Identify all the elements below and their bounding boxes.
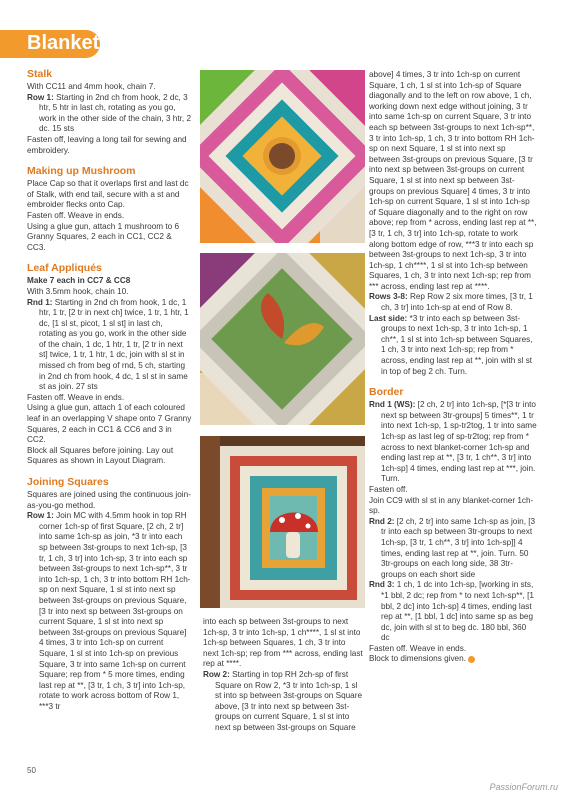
leaf-rnd1 [27,298,192,393]
border-rnd2-text: [2 ch, 2 tr] into same 1ch-sp as join, [3 tr into each sp between 3tr-groups to next 1ch-sp, [3 tr, 1 ch**, 3 tr] into 1ch-sp]] 4 times, ending last rep at **, join. Turn. 50 3tr-groups on each long side, 38 3tr-groups on each short side [381,516,536,579]
last-side-label: Last side: [369,313,408,323]
stalk-row1-label: Row 1: [27,92,54,102]
border-rnd1-text: [2 ch, 2 tr] into 1ch-sp, [*[3 tr into next sp between 3tr-groups] 5 times**, 1 tr into next 1ch-sp, 1 sp-tr2tog, 1 tr into same 1ch-sp as last leg of sp-tr2tog; rep from * across to next blanket-corner 1ch-sp and ending last rep at **, [3 tr, 1 ch**, 3 tr] into 1ch-sp] 4 times, ending last rep at ***, join. Turn. [381,400,537,484]
leaf-granny-square-photo [200,253,365,425]
stalk-row1 [27,93,192,135]
stalk-heading: Stalk [27,68,53,80]
leaf-p1: With 3.5mm hook, chain 10. [27,286,129,296]
mushroom-granny-square-photo [200,436,365,608]
page-title-tab [0,30,100,58]
joining-row1 [27,511,192,712]
border-rnd1-label: Rnd 1 (WS): [369,400,416,410]
leaf-rnd1-text: Starting in 2nd ch from hook, 1 dc, 1 htr, 1 tr, [2 tr in next ch] twice, 1 tr, 1 htr, 1 dc, [1 sl st, picot, 1 sl st] in last ch, rotating as you go, work in the other side of the chain, 1 dc, 1 htr, 1 tr, [2 tr in next st] twice, 1 tr, 1 htr, 1 dc, join with sl st in missed ch from beg of rnd, 5 ch, starting in 2nd ch from hook, 4 dc, 1 sl st in same st as join. 27 sts [39,297,189,392]
middle-row2 [203,670,363,734]
leaf-make: Make 7 each in CC7 & CC8 [27,276,131,286]
column-middle [203,617,363,734]
right-p1: above] 4 times, 3 tr into 1ch-sp on current Square, 1 ch, 1 sl st into 1ch-sp of Square diagonally and to the left on row above, 1 ch, working down next edge without joining, 3 tr into same 1ch-sp on current Square, 3 tr into each sp between 3st-groups to next 1ch-sp**, 3 tr into 1ch-sp, 1 ch, 3 tr into bottom RH 1ch-sp on next Square, 1 sl st into next sp between 3st-groups on previous Square, [3 tr into next sp between 3st-groups on current Square, 1 sl st into next sp between 3st-groups on previous Square] 4 times, 3 tr into 1ch-sp on current Square, 1 sl st into 1ch-sp of Square diagonally and to the right on row above; rep from * across, ending last rep at **, [3 tr, 1 ch, 3 tr] into 1ch-sp, rotate to work along bottom edge of row, ***3 tr into each sp between 3st-groups to next 1ch-sp, 3 tr into 1ch-sp, 1 ch****, 1 sl st into 1ch-sp between Squares, 1 ch, 3 tr into next 1ch-sp; rep from *** across, ending last rep at ****. [369,70,537,291]
mushroom-p1: Place Cap so that it overlaps first and last dc of Stalk, with end tail, secure with a st and embroider flecks onto Cap. [27,179,189,210]
page-number: 50 [27,766,36,775]
border-join: Join CC9 with sl st in any blanket-corner 1ch-sp. [369,495,534,516]
joining-heading: Joining Squares [27,476,109,488]
rows-3-8 [369,292,537,313]
leaf-p2: Fasten off. Weave in ends. [27,392,125,402]
stalk-intro: With CC11 and 4mm hook, chain 7. [27,82,156,91]
joining-row1-label: Row 1: [27,511,54,521]
middle-row2-label: Row 2: [203,669,230,679]
middle-p1: into each sp between 3st-groups to next 1ch-sp, 3 tr into 1ch-sp, 1 ch****, 1 sl st into 1ch-sp between Squares, 1 ch, 3 tr into next 1ch-sp; rep from *** across, ending last rep at ****. [203,617,363,669]
border-fasten-2: Fasten off. Weave in ends. [369,643,467,653]
leaf-heading: Leaf Appliqués [27,262,102,275]
last-side-text: *3 tr into each sp between 3st-groups to next 1ch-sp, 3 tr into 1ch-sp, 1 ch**, 1 sl st into 1ch-sp between Squares, 1 ch, 3 tr into next 1ch-sp; rep from * across, ending last rep at **, join with sl st in top of beg 2 ch. Turn. [381,313,533,376]
border-block-text: Block to dimensions given. [369,654,466,664]
stalk-row1-text: Starting in 2nd ch from hook, 2 dc, 3 htr, 5 htr in last ch, rotating as you go, work in the other side of the chain, 3 htr, 2 dc. 15 sts [39,92,192,134]
sunflower-granny-square-photo [200,70,365,243]
border-rnd3-text: 1 ch, 1 dc into 1ch-sp, [working in sts, *1 bbl, 2 dc; rep from * to next 1ch-sp**, [1 bbl, 2 dc] into 1ch-sp] 4 times, ending last rep at **, [1 bbl, 1 dc] into same sp as beg dc, join with sl st to beg dc. 180 bbl, 360 dc [381,580,534,643]
border-heading: Border [369,386,404,399]
end-marker-icon [468,656,475,663]
stalk-fasten: Fasten off, leaving a long tail for sewing and embroidery. [27,134,187,155]
leaf-p4: Block all Squares before joining. Lay out Squares as shown in Layout Diagram. [27,445,174,466]
leaf-rnd1-label: Rnd 1: [27,297,53,307]
border-fasten: Fasten off. [369,484,408,494]
column-right [369,70,537,665]
column-left [27,68,192,712]
watermark-text: PassionForum.ru [489,782,558,792]
middle-row2-text: Starting in top RH 2ch-sp of first Square on Row 2, *3 tr into 1ch-sp, 1 sl st into sp between 3st-groups on Square above, [3 tr into next sp between 3st-groups on current Square, 1 sl st into next sp between 3st-groups on Square [215,669,363,732]
border-rnd3-label: Rnd 3: [369,580,395,590]
mushroom-p3: Using a glue gun, attach 1 mushroom to 6 Granny Squares, 2 each in CC1, CC2 & CC3. [27,221,180,252]
rows-3-8-text: Rep Row 2 six more times, [3 tr, 1 ch, 3 tr] into 1ch-sp at end of Row 8. [381,292,533,313]
border-rnd1 [369,400,537,485]
border-rnd2 [369,517,537,581]
border-rnd3 [369,580,537,644]
last-side [369,314,537,378]
page-title: Blanket [27,32,100,54]
rows-3-8-label: Rows 3-8: [369,292,408,302]
border-rnd2-label: Rnd 2: [369,516,395,526]
mushroom-p2: Fasten off. Weave in ends. [27,210,125,220]
joining-p1: Squares are joined using the continuous join-as-you-go method. [27,490,191,510]
mushroom-heading: Making up Mushroom [27,165,136,178]
border-block [369,654,537,665]
joining-row1-text: Join MC with 4.5mm hook in top RH corner 1ch-sp of first Square, [2 ch, 2 tr] into same 1ch-sp as join, *3 tr into each sp between 3st-groups to next 1ch-sp, [3 tr, 1 ch, 3 tr] into 1ch-sp, 3 tr into each sp between 3st-groups to next 1ch-sp**, 3 tr into 1ch-sp, 1 ch, 3 tr into bottom RH 1ch-sp on next Square, 1 sl st into next sp between 3st-groups on previous Square, [3 tr into next sp between 3st-groups on current Square, 1 sl st into next sp between 3st-groups on previous Square] 4 times, 3 tr into 1ch-sp on current Square, 1 sl st into 1ch-sp on previous Square, 3 tr into same 1ch-sp on current Square; rep from * 5 more times, ending last rep at **, [3 tr, 1 ch, 3 tr] into 1ch-sp, rotate to work across bottom of Row 1, ***3 tr [39,511,191,711]
leaf-p3: Using a glue gun, attach 1 of each coloured leaf in an overlapping V shape onto 7 Granny Squares, 2 each in CC1 & CC6 and 3 in CC2. [27,403,192,445]
